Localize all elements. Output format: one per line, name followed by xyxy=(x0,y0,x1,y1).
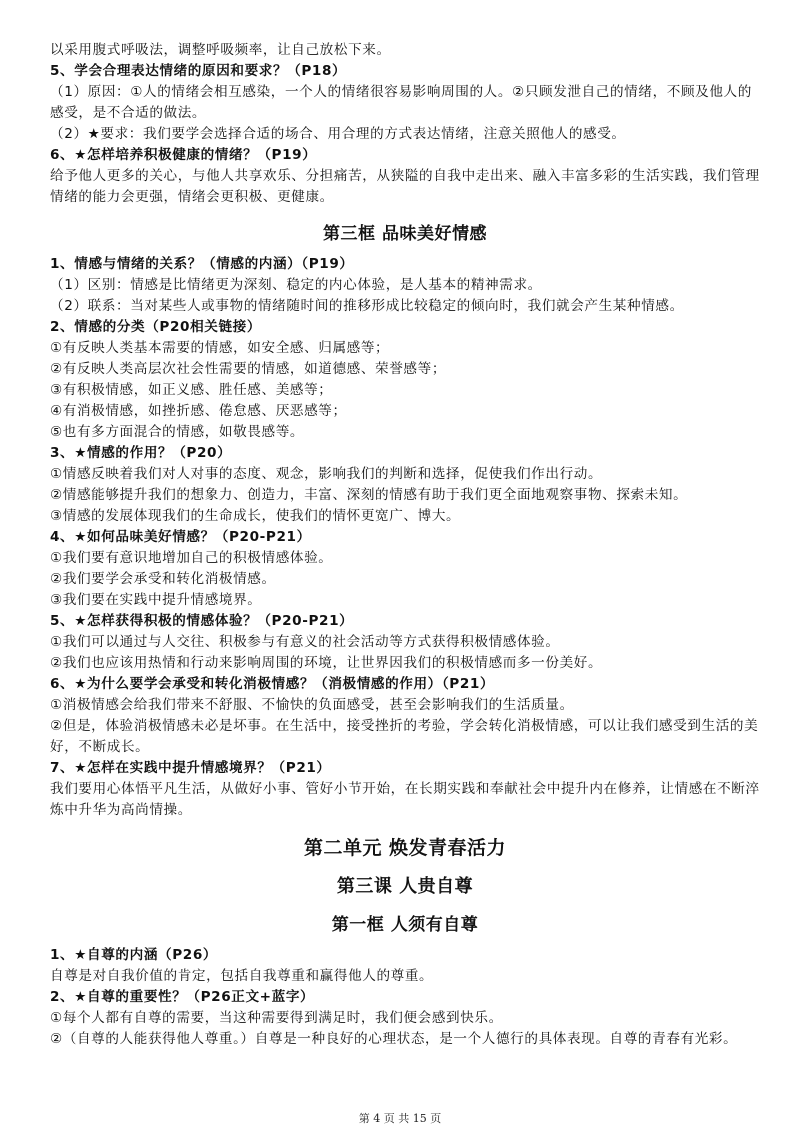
body-text: ②我们要学会承受和转化消极情感。 xyxy=(50,571,276,587)
question-heading: 3、★情感的作用？（P20） xyxy=(50,445,232,461)
question-heading: 7、★怎样在实践中提升情感境界？（P21） xyxy=(50,760,331,776)
document-page xyxy=(50,40,760,1050)
body-text: （2）★要求：我们要学会选择合适的场合、用合理的方式表达情绪，注意关照他人的感受。 xyxy=(50,126,626,142)
question-heading: 6、★为什么要学会承受和转化消极情感？（消极情感的作用）（P21） xyxy=(50,676,495,692)
body-text: ④有消极情感，如挫折感、倦怠感、厌恶感等； xyxy=(50,403,347,419)
question-heading: 1、★自尊的内涵（P26） xyxy=(50,947,218,963)
body-text: ①情感反映着我们对人对事的态度、观念，影响我们的判断和选择，促使我们作出行动。 xyxy=(50,466,603,482)
body-text: ③有积极情感，如正义感、胜任感、美感等； xyxy=(50,382,333,398)
body-text: 给予他人更多的关心，与他人共享欢乐、分担痛苦，从狭隘的自我中走出来、融入丰富多彩的生活实践，我们管理情绪的能力会更强，情绪会更积极、更健康。 xyxy=(50,168,760,205)
body-text: ②但是，体验消极情感未必是坏事。在生活中，接受挫折的考验，学会转化消极情感，可以让我们感受到生活的美好，不断成长。 xyxy=(50,718,759,755)
body-text: ①我们可以通过与人交往、积极参与有意义的社会活动等方式获得积极情感体验。 xyxy=(50,634,560,650)
section-title-3: 第三框 品味美好情感 xyxy=(323,224,487,244)
body-text: ①有反映人类基本需要的情感，如安全感、归属感等； xyxy=(50,340,390,356)
body-text: ③情感的发展体现我们的生命成长，使我们的情怀更宽广、博大。 xyxy=(50,508,461,524)
question-heading: 6、★怎样培养积极健康的情绪？（P19） xyxy=(50,147,317,163)
body-text: ②（自尊的人能获得他人尊重。）自尊是一种良好的心理状态，是一个人德行的具体表现。自尊的青春有光彩。 xyxy=(50,1031,738,1047)
content-block-bottom xyxy=(50,945,760,1050)
body-text: ⑤也有多方面混合的情感，如敬畏感等。 xyxy=(50,424,305,440)
question-heading: 4、★如何品味美好情感？（P20-P21） xyxy=(50,529,311,545)
body-text: ①消极情感会给我们带来不舒服、不愉快的负面感受，甚至会影响我们的生活质量。 xyxy=(50,697,574,713)
lesson-title: 第三课 人贵自尊 xyxy=(336,876,474,897)
body-text: 以采用腹式呼吸法，调整呼吸频率，让自己放松下来。 xyxy=(50,42,391,58)
body-text: （1）区别：情感是比情绪更为深刻、稳定的内心体验，是人基本的精神需求。 xyxy=(50,277,542,293)
body-text: （1）原因：①人的情绪会相互感染，一个人的情绪很容易影响周围的人。②只顾发泄自己的情绪，不顾及他人的感受，是不合适的做法。 xyxy=(50,84,752,121)
question-heading: 5、★怎样获得积极的情感体验？（P20-P21） xyxy=(50,613,354,629)
question-heading: 1、情感与情绪的关系？（情感的内涵）（P19） xyxy=(50,256,354,272)
body-text: ③我们要在实践中提升情感境界。 xyxy=(50,592,262,608)
question-heading: 2、★自尊的重要性？（P26正文+蓝字） xyxy=(50,989,315,1005)
question-heading: 5、学会合理表达情绪的原因和要求？（P18） xyxy=(50,63,347,79)
question-heading: 2、情感的分类（P20相关链接） xyxy=(50,319,262,335)
content-block-mid xyxy=(50,254,760,821)
body-text: （2）联系：当对某些人或事物的情绪随时间的推移形成比较稳定的倾向时，我们就会产生某种情感。 xyxy=(50,298,684,314)
content-block-top xyxy=(50,40,760,208)
page-footer: 第 4 页 共 15 页 xyxy=(358,1112,442,1125)
body-text: ②有反映人类高层次社会性需要的情感，如道德感、荣誉感等； xyxy=(50,361,447,377)
body-text: 我们要用心体悟平凡生活，从做好小事、管好小节开始，在长期实践和奉献社会中提升内在修养，让情感在不断淬炼中升华为高尚情操。 xyxy=(50,781,760,818)
section-title-1: 第一框 人须有自尊 xyxy=(331,915,479,935)
body-text: ①我们要有意识地增加自己的积极情感体验。 xyxy=(50,550,333,566)
body-text: ②情感能够提升我们的想象力、创造力，丰富、深刻的情感有助于我们更全面地观察事物、探索未知。 xyxy=(50,487,688,503)
body-text: 自尊是对自我价值的肯定，包括自我尊重和赢得他人的尊重。 xyxy=(50,968,434,984)
body-text: ①每个人都有自尊的需要，当这种需要得到满足时，我们便会感到快乐。 xyxy=(50,1010,503,1026)
unit-title: 第二单元 焕发青春活力 xyxy=(303,837,507,859)
body-text: ②我们也应该用热情和行动来影响周围的环境，让世界因我们的积极情感而多一份美好。 xyxy=(50,655,603,671)
